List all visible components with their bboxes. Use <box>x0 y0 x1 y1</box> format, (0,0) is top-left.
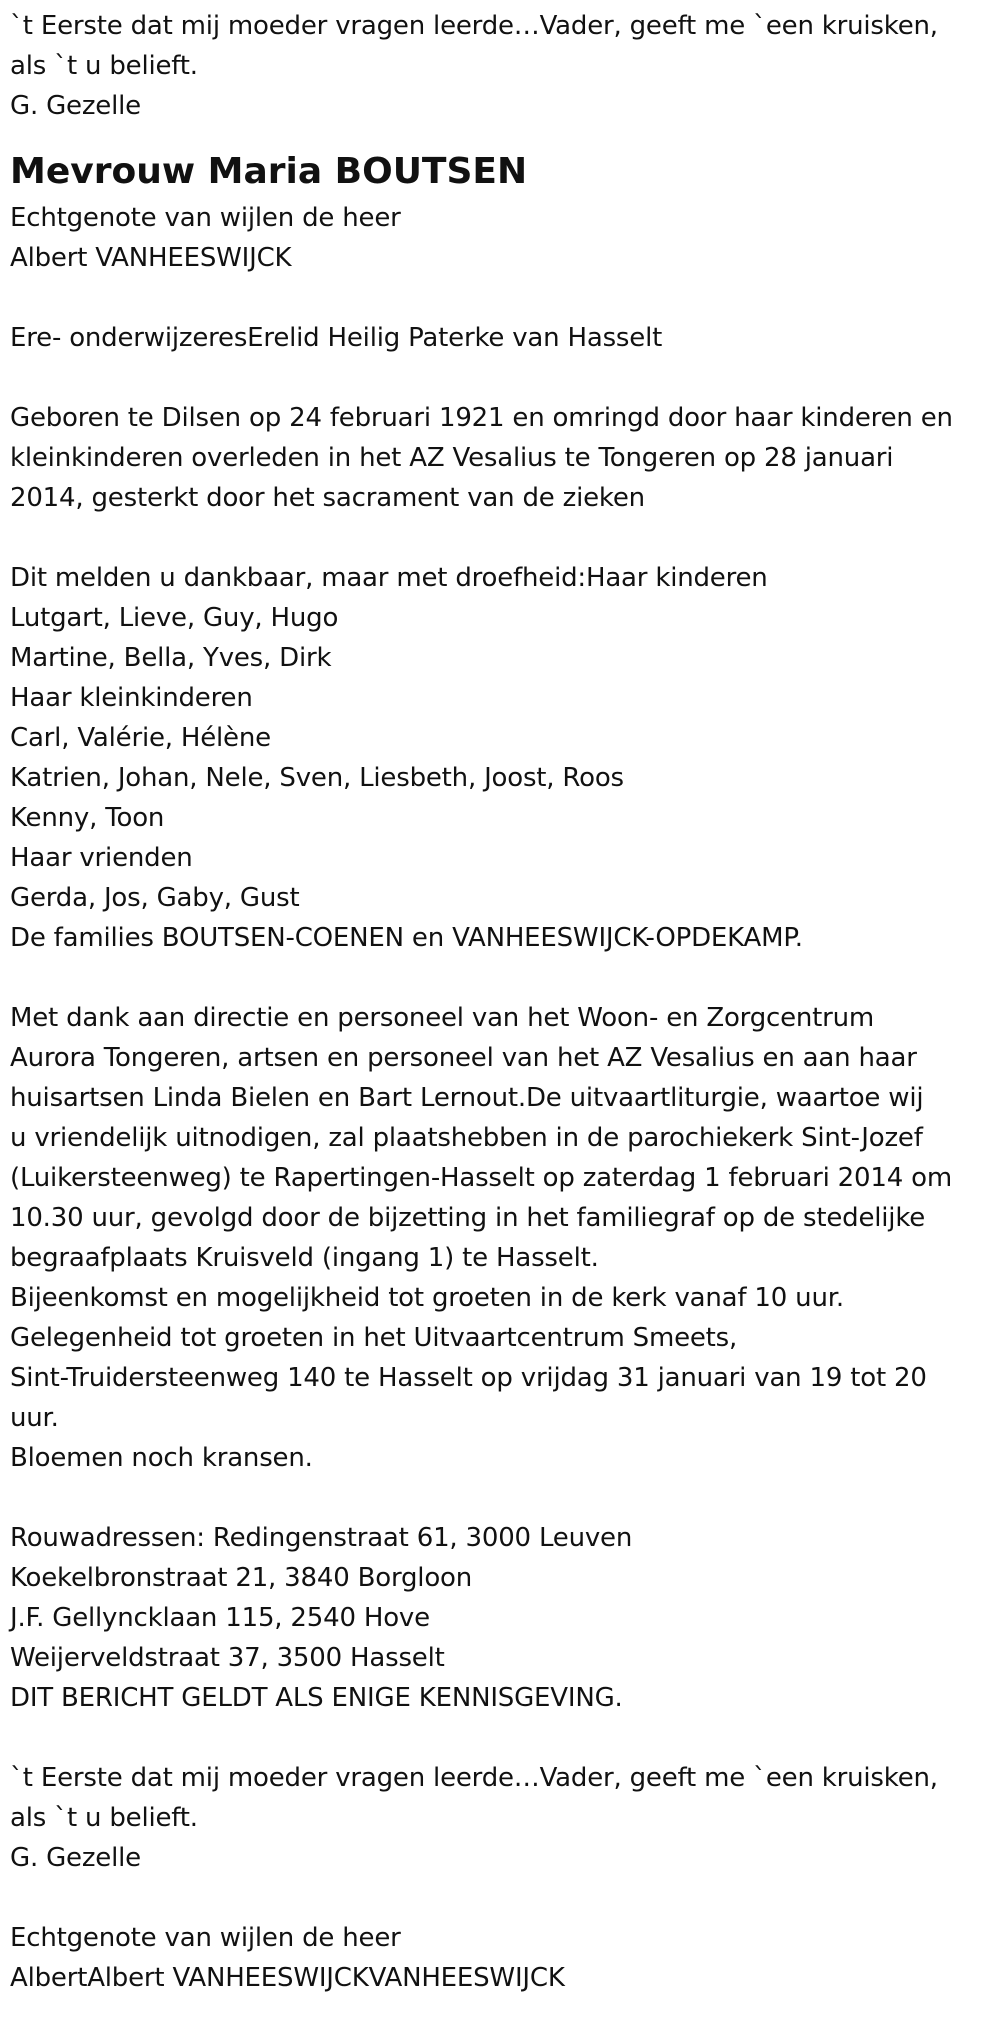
family-line: Haar kleinkinderen <box>10 683 253 713</box>
text-line: Bijeenkomst en mogelijkheid tot groeten in de kerk vanaf 10 uur. <box>10 1283 844 1313</box>
text-line: Geboren te Dilsen op 24 februari 1921 en omringd door haar kinderen en <box>10 403 953 433</box>
quote-line: als `t u belieft. <box>10 51 198 81</box>
ceremony-paragraph <box>10 998 990 1478</box>
text-line: 2014, gesterkt door het sacrament van de zieken <box>10 483 645 513</box>
family-line: Kenny, Toon <box>10 803 165 833</box>
spouse-line: Echtgenote van wijlen de heer <box>10 203 401 233</box>
notice-line: DIT BERICHT GELDT ALS ENIGE KENNISGEVING. <box>10 1683 623 1713</box>
spacer <box>10 1878 990 1918</box>
family-line: Gerda, Jos, Gaby, Gust <box>10 883 300 913</box>
text-line: uur. <box>10 1403 59 1433</box>
family-line: Haar vrienden <box>10 843 193 873</box>
birth-death-paragraph <box>10 398 990 518</box>
text-line: Met dank aan directie en personeel van het Woon- en Zorgcentrum <box>10 1003 875 1033</box>
text-line: (Luikersteenweg) te Rapertingen-Hasselt op zaterdag 1 februari 2014 om <box>10 1163 952 1193</box>
spacer <box>10 1478 990 1518</box>
text-line: huisartsen Linda Bielen en Bart Lernout.De uitvaartliturgie, waartoe wij <box>10 1083 924 1113</box>
quote-line: `t Eerste dat mij moeder vragen leerde…Vader, geeft me `een kruisken, <box>10 1763 938 1793</box>
quote-line: `t Eerste dat mij moeder vragen leerde…Vader, geeft me `een kruisken, <box>10 11 938 41</box>
titles-line: Ere- onderwijzeresErelid Heilig Paterke van Hasselt <box>10 323 663 353</box>
family-line: Carl, Valérie, Hélène <box>10 723 271 753</box>
addresses-block <box>10 1518 990 1718</box>
spacer <box>10 358 990 398</box>
address-line: Rouwadressen: Redingenstraat 61, 3000 Leuven <box>10 1523 633 1553</box>
spacer <box>10 1718 990 1758</box>
address-line: J.F. Gellyncklaan 115, 2540 Hove <box>10 1603 430 1633</box>
text-line: Bloemen noch kransen. <box>10 1443 313 1473</box>
spouse-name: Albert VANHEESWIJCK <box>10 243 292 273</box>
address-line: Weijerveldstraat 37, 3500 Hasselt <box>10 1643 445 1673</box>
bottom-spouse <box>10 1918 990 1998</box>
family-line: Dit melden u dankbaar, maar met droefheid:Haar kinderen <box>10 563 768 593</box>
text-line: begraafplaats Kruisveld (ingang 1) te Hasselt. <box>10 1243 599 1273</box>
quote-author: G. Gezelle <box>10 1843 141 1873</box>
family-list <box>10 558 990 958</box>
quote-author: G. Gezelle <box>10 91 141 121</box>
address-line: Koekelbronstraat 21, 3840 Borgloon <box>10 1563 473 1593</box>
text-line: Gelegenheid tot groeten in het Uitvaartcentrum Smeets, <box>10 1323 738 1353</box>
spouse-line: Echtgenote van wijlen de heer <box>10 1923 401 1953</box>
family-line: Katrien, Johan, Nele, Sven, Liesbeth, Joost, Roos <box>10 763 624 793</box>
deceased-name: Mevrouw Maria BOUTSEN <box>10 151 528 192</box>
family-line: De families BOUTSEN-COENEN en VANHEESWIJCK-OPDEKAMP. <box>10 923 803 953</box>
text-line: Sint-Truidersteenweg 140 te Hasselt op vrijdag 31 januari van 19 tot 20 <box>10 1363 927 1393</box>
family-line: Martine, Bella, Yves, Dirk <box>10 643 332 673</box>
family-line: Lutgart, Lieve, Guy, Hugo <box>10 603 339 633</box>
spouse-name: AlbertAlbert VANHEESWIJCKVANHEESWIJCK <box>10 1963 565 1993</box>
spacer <box>10 518 990 558</box>
quote-line: als `t u belieft. <box>10 1803 198 1833</box>
top-quote <box>10 6 990 126</box>
spacer <box>10 278 990 318</box>
text-line: Aurora Tongeren, artsen en personeel van het AZ Vesalius en aan haar <box>10 1043 917 1073</box>
spacer <box>10 958 990 998</box>
text-line: kleinkinderen overleden in het AZ Vesalius te Tongeren op 28 januari <box>10 443 894 473</box>
text-line: u vriendelijk uitnodigen, zal plaatshebben in de parochiekerk Sint-Jozef <box>10 1123 923 1153</box>
text-line: 10.30 uur, gevolgd door de bijzetting in het familiegraf op de stedelijke <box>10 1203 926 1233</box>
bottom-quote <box>10 1758 990 1878</box>
